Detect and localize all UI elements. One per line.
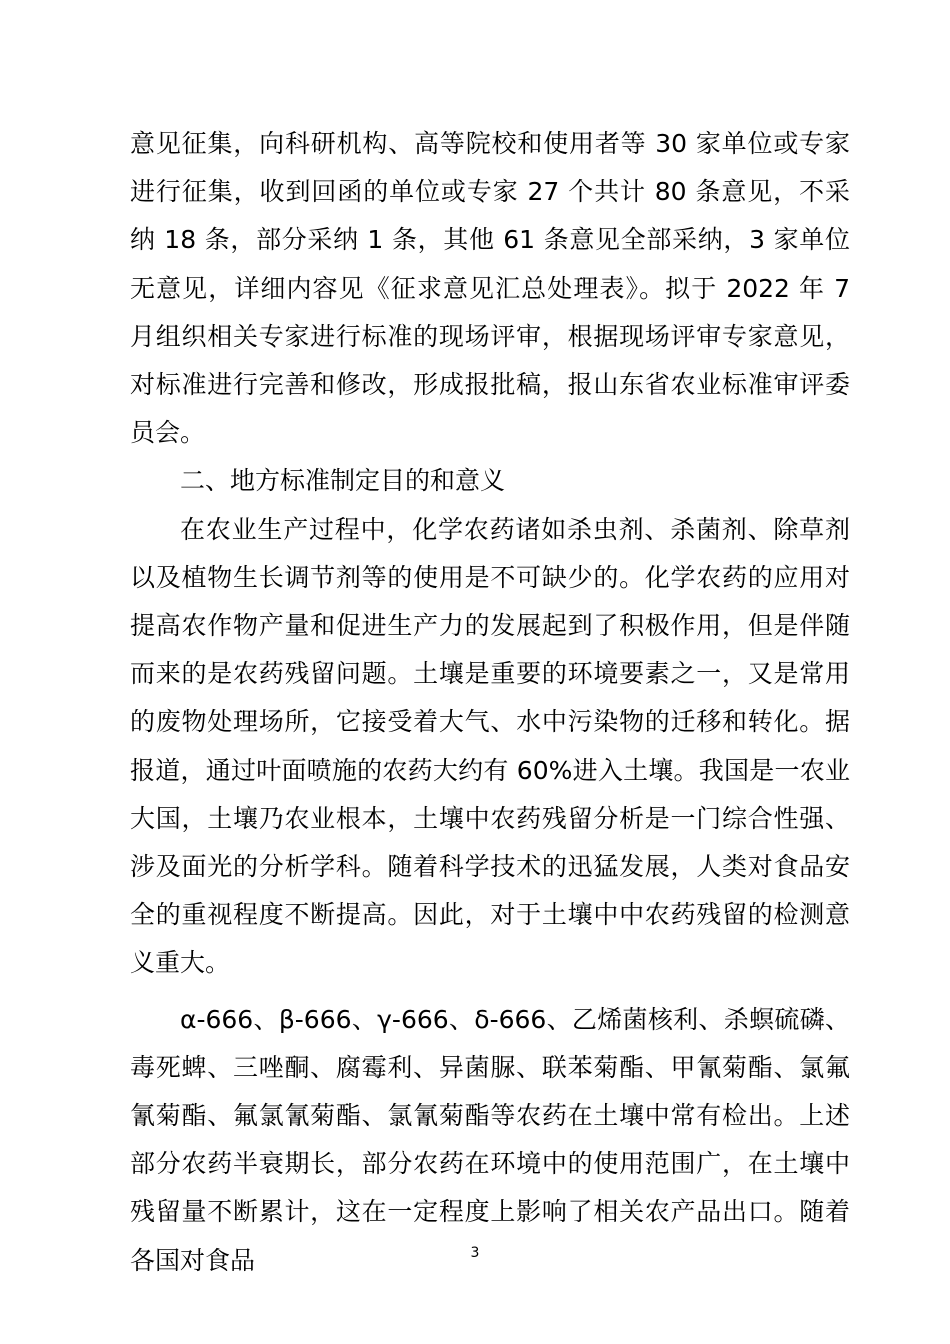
paragraph-purpose-significance: 在农业生产过程中，化学农药诸如杀虫剂、杀菌剂、除草剂以及植物生长调节剂等的使用是不可缺少的。化学农药的应用对提高农作物产量和促进生产力的发展起到了积极作用，但是伴随而来的是农药残留问题。土壤是重要的环境要素之一，又是常用的废物处理场所，它接受着大气、水中污染物的迁移和转化。据报道，通过叶面喷施的农药大约有 60%进入土壤。我国是一农业大国，土壤乃农业根本，土壤中农药残留分析是一门综合性强、涉及面光的分析学科。随着科学技术的迅猛发展，人类对食品安全的重视程度不断提高。因此，对于土壤中中农药残留的检测意义重大。 bbox=[130, 514, 850, 978]
page-number: 3 bbox=[470, 1245, 480, 1261]
document-body bbox=[130, 120, 850, 1285]
section-heading-purpose: 二、地方标准制定目的和意义 bbox=[180, 466, 506, 496]
paragraph-consultation-summary: 意见征集，向科研机构、高等院校和使用者等 30 家单位或专家进行征集，收到回函的单位或专家 27 个共计 80 条意见，不采纳 18 条，部分采纳 1 条，其他 61 条意见全部采纳，3 家单位无意见，详细内容见《征求意见汇总处理表》。拟于 2022 年 7 月组织相关专家进行标准的现场评审，根据现场评审专家意见，对标准进行完善和修改，形成报批稿，报山东省农业标准审评委员会。 bbox=[130, 129, 850, 448]
paragraph-pesticide-list: α-666、β-666、γ-666、δ-666、乙烯菌核利、杀螟硫磷、毒死蜱、三唑酮、腐霉利、异菌脲、联苯菊酯、甲氰菊酯、氯氟氰菊酯、氟氯氰菊酯、氯氰菊酯等农药在土壤中常有检出。上述部分农药半衰期长，部分农药在环境中的使用范围广，在土壤中残留量不断累计，这在一定程度上影响了相关农产品出口。随着各国对食品 bbox=[130, 1004, 850, 1275]
